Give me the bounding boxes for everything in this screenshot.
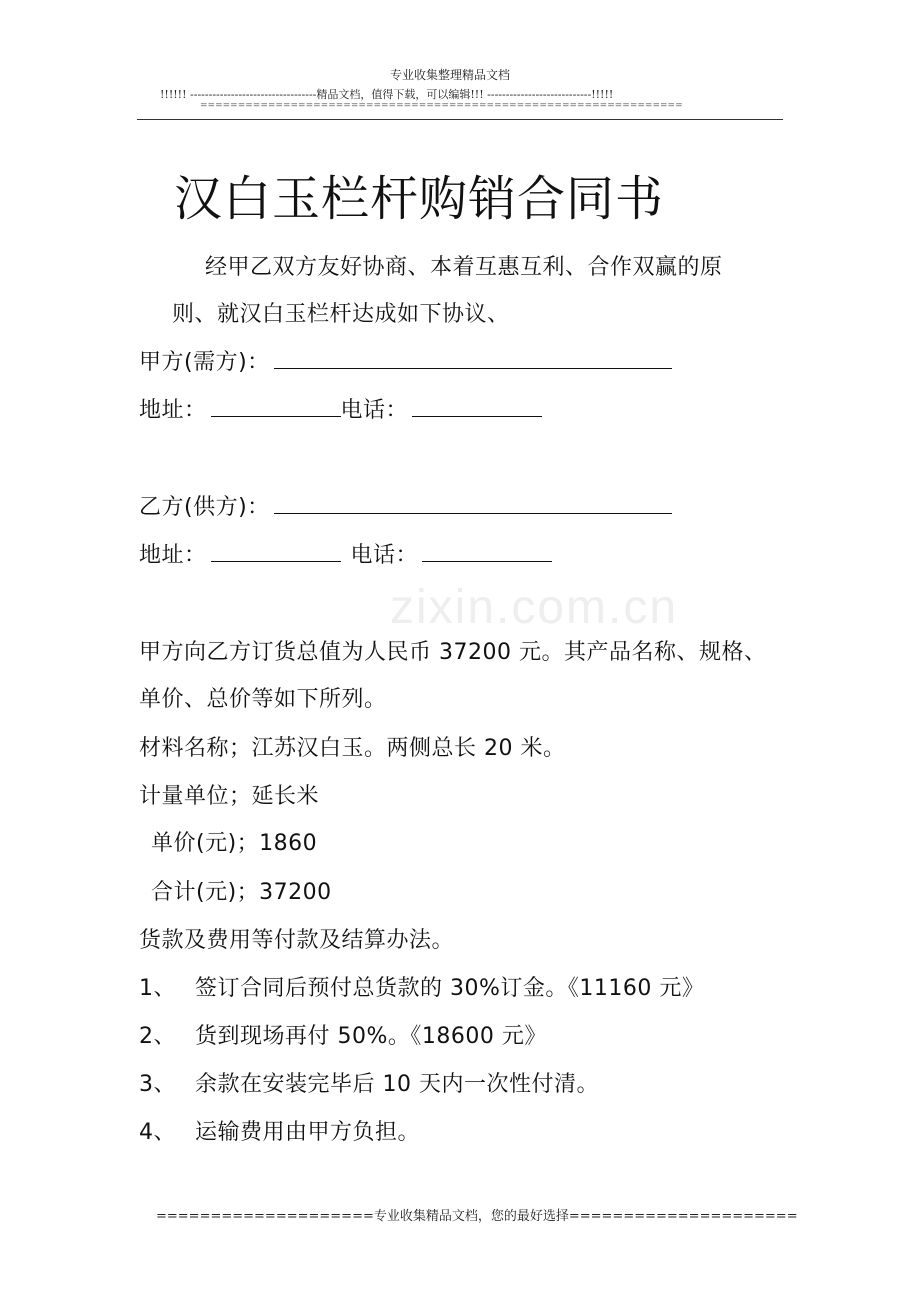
party-a-phone-field[interactable] [412,394,542,417]
term-item-2 [139,1019,547,1050]
party-a-address-label: 地址： [139,398,207,423]
party-b-phone-field[interactable] [422,539,552,562]
party-a-contact-row [139,393,542,424]
term-number: 4、 [139,1120,176,1145]
term-text: 签订合同后预付总货款的 30%订金。《11160 元》 [195,976,705,1001]
payment-heading: 货款及费用等付款及结算办法。 [139,928,455,953]
term-number: 3、 [139,1072,176,1097]
party-b-address-label: 地址： [139,543,207,568]
unit-line: 计量单位；延长米 [139,784,320,809]
term-number: 2、 [139,1024,176,1049]
party-b-row [139,490,672,521]
order-line-1: 甲方向乙方订货总值为人民币 37200 元。其产品名称、规格、 [139,640,767,665]
unit-price-line: 单价(元)；1860 [151,831,318,856]
material-line: 材料名称；江苏汉白玉。两侧总长 20 米。 [139,736,566,761]
header-rule [137,119,783,120]
header-notice: !!!!!! ----------------------------------精品文档，值得下载，可以编辑!!! ----------------------------!!!!! [160,88,614,101]
party-a-address-field[interactable] [211,394,341,417]
term-item-1 [139,971,704,1002]
party-b-phone-label: 电话： [350,543,419,568]
intro-line-2: 则、就汉白玉栏杆达成如下协议、 [172,302,510,327]
party-a-phone-label: 电话： [340,398,409,423]
term-text: 货到现场再付 50%。《18600 元》 [195,1024,547,1049]
document-title: 汉白玉栏杆购销合同书 [174,171,665,227]
party-b-name-field[interactable] [274,491,672,514]
term-item-4 [139,1115,420,1146]
watermark: zixin.com.cn [390,581,679,634]
party-b-address-field[interactable] [211,539,341,562]
term-text: 运输费用由甲方负担。 [195,1120,421,1145]
term-number: 1、 [139,976,176,1001]
header-divider-text: ================================================================ [200,101,683,111]
party-a-name-field[interactable] [274,346,672,369]
intro-line-1: 经甲乙双方友好协商、本着互惠互利、合作双赢的原 [205,255,723,280]
header-title: 专业收集整理精品文档 [390,68,511,82]
party-a-row [139,345,672,376]
term-item-3 [139,1067,599,1098]
party-a-label: 甲方(需方)： [139,350,270,375]
term-text: 余款在安装完毕后 10 天内一次性付清。 [195,1072,599,1097]
total-line: 合计(元)；37200 [151,880,332,905]
party-b-contact-row [139,538,552,569]
footer-text: ====================专业收集精品文档，您的最好选择===================== [156,1209,798,1224]
order-line-2: 单价、总价等如下所列。 [139,687,387,712]
party-b-label: 乙方(供方)： [139,495,270,520]
